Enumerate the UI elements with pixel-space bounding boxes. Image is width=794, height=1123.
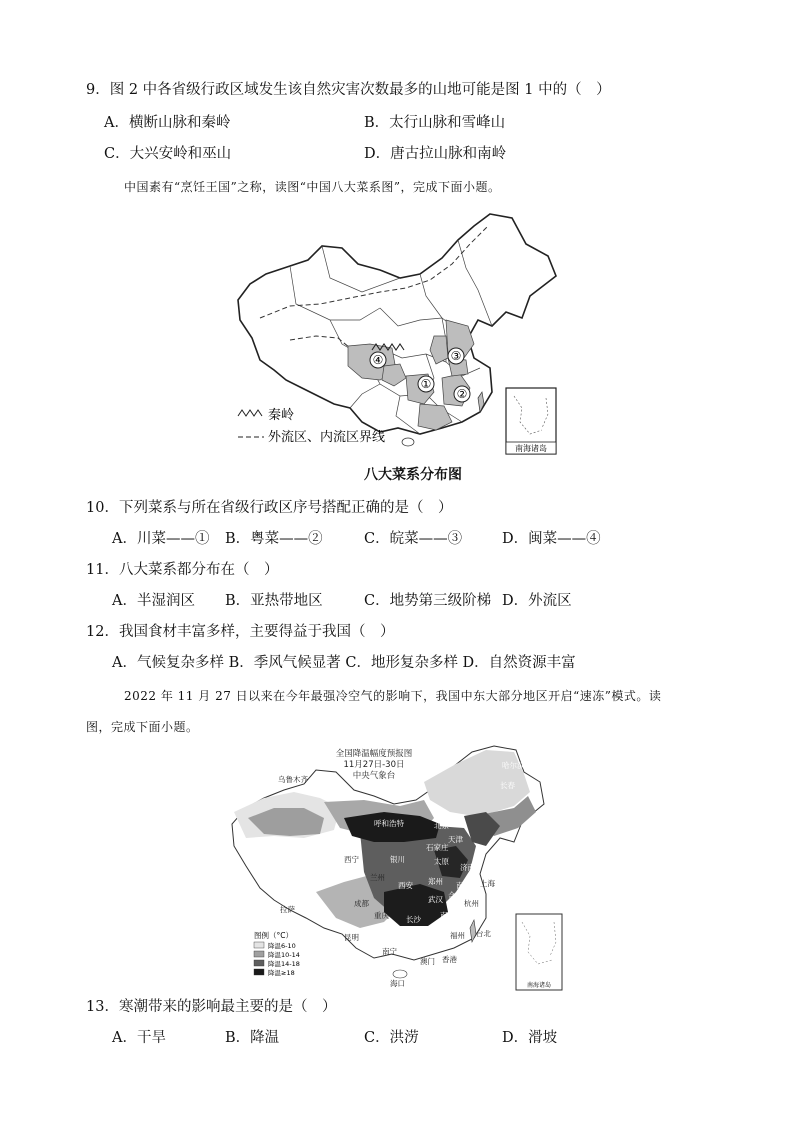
q9-option-d[interactable]: D．唐古拉山脉和南岭 (364, 146, 507, 162)
q9-option-b[interactable]: B．太行山脉和雪峰山 (364, 115, 506, 131)
legend-14-18: 降温14-18 (268, 960, 300, 968)
city-label: 福州 (450, 931, 465, 940)
q13-option-b[interactable]: B．降温 (225, 1030, 280, 1046)
inset-label: 南海诸岛 (515, 444, 547, 453)
cooling-forecast-map (224, 742, 572, 994)
city-label: 南京 (456, 881, 471, 890)
city-label: 济南 (460, 863, 475, 872)
city-label: 太原 (434, 857, 449, 866)
city-label: 上海 (480, 879, 495, 888)
q10-option-a[interactable]: A．川菜——① (112, 531, 210, 547)
intro-cold-wave-2: 图，完成下面小题。 (86, 720, 199, 734)
cooling-map-svg (224, 742, 572, 994)
city-label: 昆明 (344, 933, 359, 942)
legend-10-14: 降温10-14 (268, 951, 300, 959)
q11-option-d[interactable]: D．外流区 (502, 593, 572, 609)
city-label: 郑州 (428, 877, 443, 886)
q11-option-b[interactable]: B．亚热带地区 (225, 593, 323, 609)
city-label: 南宁 (382, 947, 397, 956)
city-label: 银川 (390, 855, 405, 864)
cuisine-map (230, 208, 560, 458)
city-label: 贵阳 (392, 931, 407, 940)
china-outline-map (230, 208, 560, 458)
city-label: 乌鲁木齐 (278, 775, 308, 784)
city-label: 呼和浩特 (374, 819, 404, 828)
legend-6-10: 降温6-10 (268, 942, 296, 950)
map2-date: 11月27日-30日 (343, 760, 405, 770)
city-label: 合肥 (448, 891, 463, 900)
city-label: 北京 (434, 821, 449, 830)
q13-option-d[interactable]: D．滑坡 (502, 1030, 558, 1046)
marker-2: ② (456, 387, 468, 401)
q10-stem: 10．下列菜系与所在省级行政区序号搭配正确的是（ ） (86, 500, 453, 516)
city-label: 香港 (442, 955, 457, 964)
q9-option-c[interactable]: C．大兴安岭和巫山 (104, 146, 232, 162)
legend-qinling-label: 秦岭 (268, 408, 295, 423)
q13-option-c[interactable]: C．洪涝 (364, 1030, 419, 1046)
city-label: 广州 (422, 939, 437, 948)
city-label: 拉萨 (280, 905, 295, 914)
q12-stem: 12．我国食材丰富多样，主要得益于我国（ ） (86, 624, 395, 640)
map2-inset-label: 南海诸岛 (526, 982, 552, 989)
q11-option-a[interactable]: A．半湿润区 (112, 593, 195, 609)
city-label: 西安 (398, 881, 413, 890)
legend-18-plus: 降温≥18 (268, 969, 295, 977)
city-label: 成都 (354, 899, 369, 908)
map1-caption: 八大菜系分布图 (364, 467, 462, 483)
q13-option-a[interactable]: A．干旱 (112, 1030, 166, 1046)
city-label: 哈尔滨 (502, 761, 525, 770)
q11-option-c[interactable]: C．地势第三级阶梯 (364, 593, 492, 609)
intro-cold-wave-1: 2022 年 11 月 27 日以来在今年最强冷空气的影响下，我国中东大部分地区开启“速冻”模式。读 (124, 689, 662, 703)
city-label: 武汉 (428, 895, 443, 904)
city-label: 长春 (500, 781, 515, 790)
city-label: 台北 (476, 929, 491, 938)
marker-3: ③ (450, 349, 462, 363)
city-label: 石家庄 (426, 843, 449, 852)
legend-boundary-label: 外流区、内流区界线 (268, 430, 386, 445)
city-label: 南昌 (440, 911, 455, 920)
marker-1: ① (420, 377, 432, 391)
marker-4: ④ (372, 353, 384, 367)
map2-title: 全国降温幅度预报图 (335, 749, 413, 759)
q9-option-a[interactable]: A．横断山脉和秦岭 (104, 115, 231, 131)
intro-cuisine: 中国素有“烹饪王国”之称，读图“中国八大菜系图”，完成下面小题。 (124, 180, 501, 194)
city-label: 海口 (390, 979, 405, 988)
q12-options[interactable]: A．气候复杂多样 B．季风气候显著 C．地形复杂多样 D．自然资源丰富 (112, 655, 576, 671)
q11-stem: 11．八大菜系都分布在（ ） (86, 562, 279, 578)
q10-option-d[interactable]: D．闽菜——④ (502, 531, 601, 547)
city-label: 重庆 (374, 911, 389, 920)
city-label: 兰州 (370, 873, 385, 882)
q9-stem: 9．图 2 中各省级行政区域发生该自然灾害次数最多的山地可能是图 1 中的（ ） (86, 82, 611, 98)
city-label: 澳门 (420, 957, 435, 966)
city-label: 杭州 (464, 899, 479, 908)
city-label: 西宁 (344, 855, 359, 864)
map2-source: 中央气象台 (352, 771, 396, 781)
q13-stem: 13．寒潮带来的影响最主要的是（ ） (86, 999, 337, 1015)
q10-option-b[interactable]: B．粤菜——② (225, 531, 323, 547)
q10-option-c[interactable]: C．皖菜——③ (364, 531, 463, 547)
map2-legend-title: 图例（°C） (254, 931, 293, 940)
city-label: 天津 (448, 835, 463, 844)
city-label: 长沙 (406, 915, 421, 924)
map2-inset (516, 914, 562, 990)
